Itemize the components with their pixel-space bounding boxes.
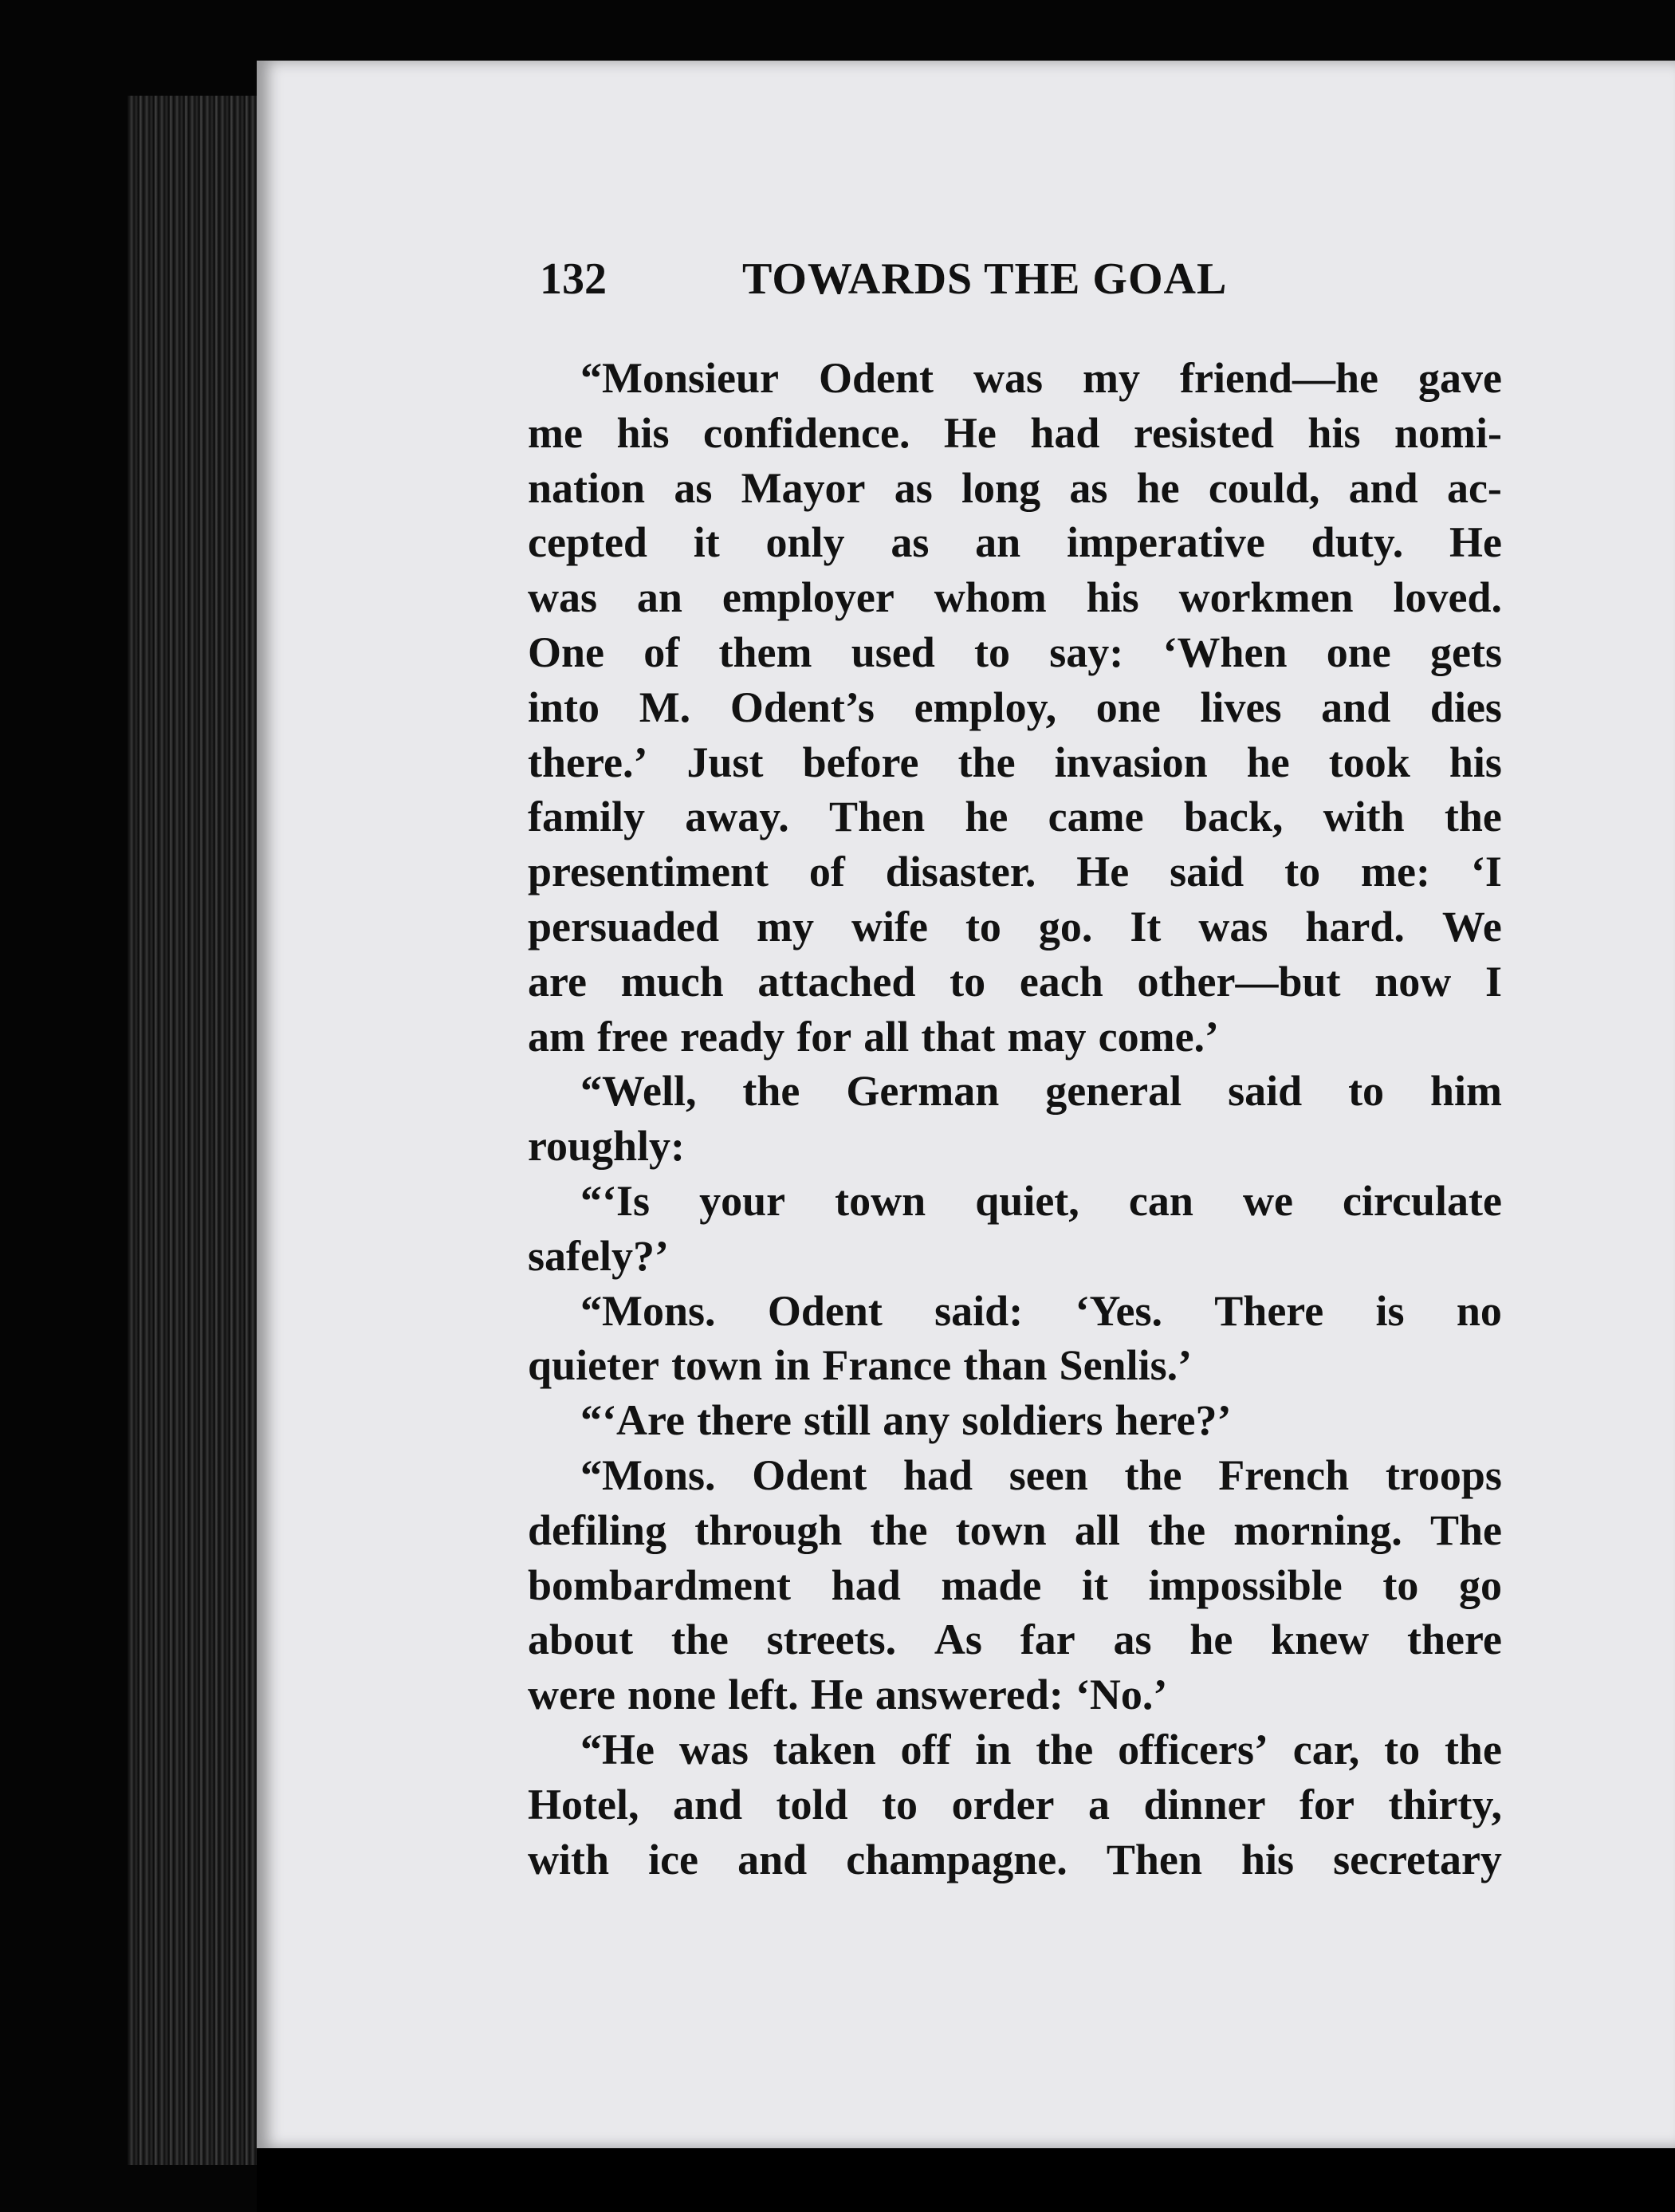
word: now (1374, 957, 1452, 1006)
word: imperative (1066, 518, 1265, 567)
word: morning. (1233, 1505, 1402, 1554)
word: quieter (528, 1341, 659, 1390)
word: “Monsieur (580, 354, 779, 402)
word: Odent’s (729, 683, 875, 731)
word: disaster. (885, 848, 1036, 896)
word: them (718, 628, 812, 676)
word: knew (1271, 1616, 1370, 1664)
word: general (1045, 1067, 1182, 1116)
text-line (528, 570, 1502, 625)
word: “‘Are (580, 1396, 685, 1445)
word: bombardment (528, 1561, 792, 1609)
text-line (528, 625, 1502, 680)
word: as (674, 463, 713, 512)
word: any (883, 1396, 950, 1445)
word: came (1048, 793, 1144, 841)
word: and (672, 1780, 743, 1828)
word: As (934, 1616, 982, 1664)
word: taken (773, 1725, 876, 1773)
word: made (941, 1561, 1042, 1609)
word: into (528, 683, 600, 731)
word: before (802, 738, 919, 786)
word: safely?’ (528, 1231, 669, 1280)
word: Mayor (741, 463, 866, 512)
word: to (950, 957, 986, 1006)
word: was (973, 354, 1044, 402)
word: it (1082, 1561, 1108, 1609)
word: he (1136, 463, 1180, 512)
word: long (961, 463, 1041, 512)
word: cepted (528, 518, 647, 567)
word: gave (1418, 354, 1502, 402)
text-line (528, 1010, 1502, 1065)
word: to (1284, 848, 1321, 896)
text-line (528, 735, 1502, 790)
word: were (528, 1671, 615, 1719)
word: the (1444, 793, 1502, 841)
word: “Well, (580, 1067, 697, 1116)
word: with (528, 1835, 610, 1883)
word: “‘Is (580, 1176, 651, 1225)
word: soldiers (961, 1396, 1103, 1445)
word: There (1214, 1286, 1324, 1335)
word: and (737, 1835, 808, 1883)
text-line (528, 1612, 1502, 1667)
text-line (528, 1229, 1502, 1284)
word: free (597, 1012, 669, 1061)
word: ac- (1446, 463, 1502, 512)
word: lives (1200, 683, 1282, 731)
word: Just (686, 738, 764, 786)
word: about (528, 1616, 634, 1664)
word: far (1020, 1616, 1075, 1664)
word: He (810, 1671, 863, 1719)
word: the (1148, 1505, 1206, 1554)
word: ‘I (1470, 848, 1502, 896)
word: workmen (1178, 573, 1354, 622)
running-title: TOWARDS THE GOAL (742, 254, 1228, 304)
word: the (1124, 1450, 1182, 1499)
word: ready (680, 1012, 785, 1061)
word: as (894, 463, 933, 512)
word: streets. (766, 1616, 897, 1664)
word: one (1326, 628, 1391, 676)
text-line (528, 1558, 1502, 1613)
word: his (1086, 573, 1139, 622)
word: had (831, 1561, 901, 1609)
word: said (1170, 848, 1244, 896)
word: officers’ (1118, 1725, 1268, 1773)
word: nomi- (1394, 408, 1502, 457)
text-line (528, 406, 1502, 461)
word: used (851, 628, 935, 676)
word: confidence. (702, 408, 910, 457)
word: Hotel, (528, 1780, 639, 1828)
word: for (1300, 1780, 1355, 1828)
word: “Mons. (580, 1450, 716, 1499)
word: town (955, 1505, 1047, 1554)
word: France (822, 1341, 952, 1390)
word: hard. (1305, 902, 1405, 951)
word: all (1074, 1505, 1120, 1554)
word: left. (728, 1671, 799, 1719)
word: Odent (819, 354, 934, 402)
word: was (678, 1725, 749, 1773)
word: wife (851, 902, 928, 951)
word: town (835, 1176, 926, 1225)
word: he (965, 793, 1009, 841)
text-line (528, 1777, 1502, 1832)
word: off (900, 1725, 951, 1773)
text-line (528, 1064, 1502, 1119)
word: for (796, 1012, 852, 1061)
word: presentiment (528, 848, 769, 896)
word: we (1242, 1176, 1293, 1225)
word: none (627, 1671, 717, 1719)
word: town (671, 1341, 763, 1390)
word: invasion (1054, 738, 1208, 786)
word: my (757, 902, 815, 951)
text-line (528, 1393, 1502, 1448)
word: much (620, 957, 724, 1006)
word: back, (1183, 793, 1284, 841)
word: ‘Yes. (1075, 1286, 1162, 1335)
word: here?’ (1115, 1396, 1232, 1445)
word: as (1069, 463, 1108, 512)
text-line (528, 789, 1502, 844)
word: thirty, (1388, 1780, 1502, 1828)
text-line (528, 1174, 1502, 1229)
word: than (963, 1341, 1048, 1390)
word: am (528, 1012, 585, 1061)
word: there.’ (528, 738, 648, 786)
word: Odent (767, 1286, 883, 1335)
text-line (528, 1448, 1502, 1503)
word: I (1484, 957, 1502, 1006)
word: me: (1361, 848, 1430, 896)
word: there (697, 1396, 792, 1445)
word: answered: (875, 1671, 1064, 1719)
word: ‘No.’ (1075, 1671, 1168, 1719)
word: employer (722, 573, 895, 622)
text-line (528, 899, 1502, 954)
word: the (957, 738, 1016, 786)
word: in (774, 1341, 811, 1390)
word: One (528, 628, 605, 676)
text-line (528, 1832, 1502, 1887)
word: say: (1049, 628, 1124, 676)
word: an (975, 518, 1021, 567)
word: to (965, 902, 1001, 951)
word: to (1384, 1725, 1421, 1773)
text-line (528, 351, 1502, 406)
word: He (1076, 848, 1130, 896)
word: other—but (1137, 957, 1341, 1006)
word: no (1456, 1286, 1502, 1335)
word: and (1321, 683, 1391, 731)
word: ice (648, 1835, 699, 1883)
word: duty. (1311, 518, 1404, 567)
word: his (1449, 738, 1502, 786)
word: still (804, 1396, 871, 1445)
word: it (693, 518, 720, 567)
word: seen (1009, 1450, 1088, 1499)
word: impossible (1148, 1561, 1343, 1609)
word: may (1007, 1012, 1087, 1061)
word: said: (934, 1286, 1024, 1335)
word: go (1458, 1561, 1502, 1609)
body-text (528, 351, 1502, 1887)
word: away. (685, 793, 789, 841)
word: had (902, 1450, 973, 1499)
word: circulate (1343, 1176, 1502, 1225)
text-line (528, 954, 1502, 1010)
word: Then (829, 793, 926, 841)
word: go. (1038, 902, 1093, 951)
word: his (1241, 1835, 1294, 1883)
word: employ, (914, 683, 1057, 731)
word: told (776, 1780, 848, 1828)
word: French (1218, 1450, 1350, 1499)
text-line (528, 1338, 1502, 1393)
word: attached (757, 957, 916, 1006)
word: come.’ (1098, 1012, 1220, 1061)
word: to (1348, 1067, 1385, 1116)
word: of (643, 628, 680, 676)
word: persuaded (528, 902, 720, 951)
word: car, (1292, 1725, 1360, 1773)
word: nation (528, 463, 646, 512)
word: friend—he (1180, 354, 1379, 402)
text-line (528, 1722, 1502, 1777)
word: can (1128, 1176, 1193, 1225)
word: the (1444, 1725, 1502, 1773)
word: the (670, 1616, 729, 1664)
word: are (528, 957, 587, 1006)
word: all (863, 1012, 910, 1061)
word: He (943, 408, 997, 457)
text-line (528, 1119, 1502, 1174)
word: him (1429, 1067, 1502, 1116)
word: Senlis.’ (1059, 1341, 1193, 1390)
word: resisted (1133, 408, 1274, 457)
word: dies (1429, 683, 1502, 731)
word: in (975, 1725, 1012, 1773)
word: was (528, 573, 598, 622)
text-line (528, 1284, 1502, 1339)
word: had (1030, 408, 1100, 457)
word: secretary (1333, 1835, 1502, 1883)
word: the (742, 1067, 800, 1116)
word: is (1375, 1286, 1405, 1335)
word: “He (580, 1725, 655, 1773)
word: family (528, 793, 645, 841)
word: champagne. (846, 1835, 1068, 1883)
word: German (846, 1067, 1000, 1116)
word: dinner (1143, 1780, 1266, 1828)
word: the (1036, 1725, 1094, 1773)
word: the (870, 1505, 928, 1554)
word: gets (1430, 628, 1502, 676)
word: took (1328, 738, 1410, 786)
text-line (528, 515, 1502, 570)
text-line (528, 461, 1502, 516)
page-number: 132 (540, 254, 607, 304)
word: his (1307, 408, 1361, 457)
word: his (616, 408, 670, 457)
word: a (1088, 1780, 1110, 1828)
word: defiling (528, 1505, 667, 1554)
word: whom (934, 573, 1047, 622)
word: he (1246, 738, 1290, 786)
word: through (694, 1505, 843, 1554)
word: there (1406, 1616, 1502, 1664)
word: with (1323, 793, 1405, 841)
word: that (921, 1012, 996, 1061)
word: He (1449, 518, 1502, 567)
word: was (1198, 902, 1268, 951)
word: loved. (1393, 573, 1502, 622)
text-line (528, 1667, 1502, 1722)
word: my (1083, 354, 1141, 402)
word: M. (639, 683, 691, 731)
word: me (528, 408, 583, 457)
page-header (540, 254, 1305, 317)
word: he (1189, 1616, 1233, 1664)
word: as (891, 518, 930, 567)
text-line (528, 1503, 1502, 1558)
word: to (974, 628, 1010, 676)
text-line (528, 844, 1502, 899)
word: as (1113, 1616, 1152, 1664)
bottom-shadow (257, 2148, 1675, 2212)
word: each (1019, 957, 1103, 1006)
word: “Mons. (580, 1286, 716, 1335)
word: troops (1385, 1450, 1502, 1499)
word: We (1441, 902, 1502, 951)
word: quiet, (975, 1176, 1079, 1225)
word: of (808, 848, 845, 896)
text-line (528, 680, 1502, 735)
word: to (882, 1780, 918, 1828)
word: ‘When (1162, 628, 1288, 676)
word: Odent (752, 1450, 867, 1499)
word: and (1348, 463, 1418, 512)
word: only (765, 518, 845, 567)
word: your (699, 1176, 786, 1225)
word: roughly: (528, 1122, 686, 1171)
word: one (1095, 683, 1161, 731)
word: said (1228, 1067, 1303, 1116)
word: The (1429, 1505, 1502, 1554)
word: an (636, 573, 682, 622)
word: Then (1106, 1835, 1202, 1883)
word: It (1130, 902, 1162, 951)
word: order (951, 1780, 1055, 1828)
word: could, (1208, 463, 1320, 512)
word: to (1382, 1561, 1419, 1609)
